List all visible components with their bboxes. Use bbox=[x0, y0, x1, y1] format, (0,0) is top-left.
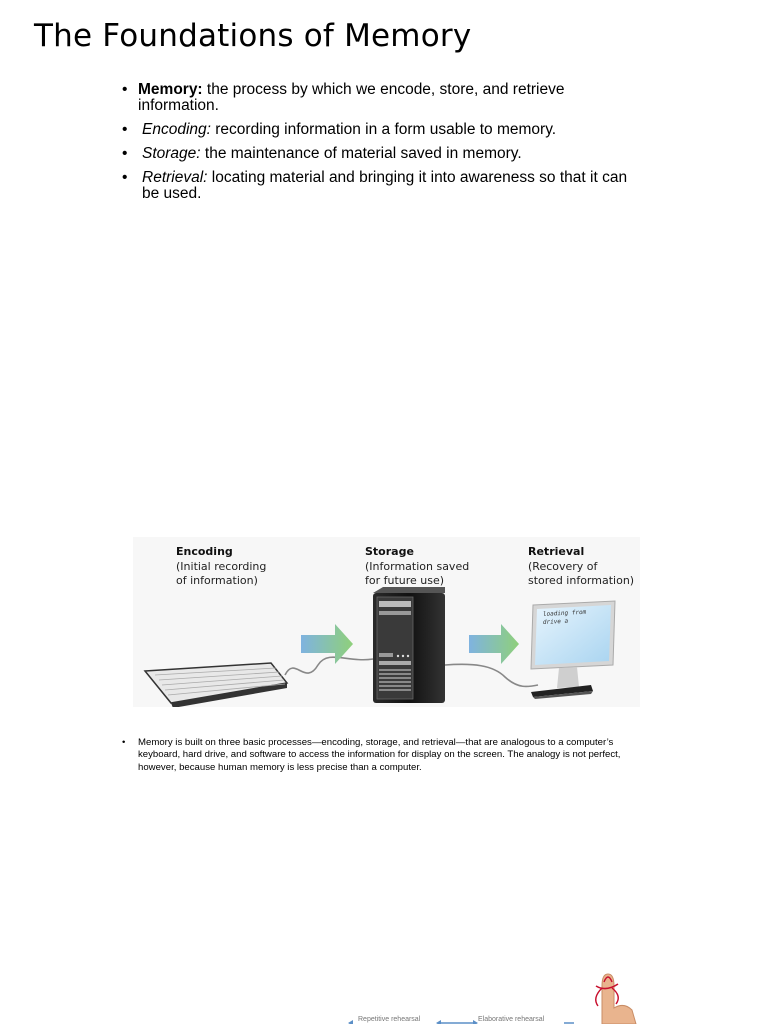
retrieval-label: Retrieval (Recovery of stored information) bbox=[528, 545, 635, 587]
bullet-icon: • bbox=[122, 737, 126, 748]
term-storage: Storage: bbox=[142, 145, 201, 162]
bullet-icon: • bbox=[122, 169, 128, 186]
bullet-icon: • bbox=[122, 81, 128, 98]
definition-storage: the maintenance of material saved in memory. bbox=[200, 145, 522, 162]
term-encoding: Encoding: bbox=[142, 121, 211, 138]
term-memory: Memory: bbox=[138, 81, 203, 98]
definition-encoding: recording information in a form usable to memory. bbox=[210, 121, 557, 138]
repetitive-rehearsal-label: Repetitive rehearsal bbox=[358, 1016, 421, 1023]
bullet-icon: • bbox=[122, 121, 128, 138]
list-item-storage bbox=[122, 146, 632, 162]
finger-with-string-icon bbox=[596, 974, 636, 1024]
monitor-screen-text-1: loading from bbox=[542, 608, 587, 618]
figure-caption: • Memory is built on three basic processes—encoding, storage, and retrieval—that are analogous to a computer’s keyboard, hard drive, and software to access the information for display on the screen. The analogy is not perfect, however, because human memory is less precise than a computer. bbox=[122, 737, 621, 773]
definition-retrieval: locating material and bringing it into awareness so that it can be used. bbox=[142, 169, 628, 202]
figure-illustration bbox=[133, 537, 640, 707]
elaborative-rehearsal-label: Elaborative rehearsal bbox=[478, 1016, 545, 1023]
keyboard-icon bbox=[145, 663, 287, 707]
list-item-retrieval bbox=[122, 170, 632, 202]
definition-list bbox=[122, 82, 632, 210]
storage-label: Storage (Information saved for future use) bbox=[365, 545, 470, 587]
left-arrow-icon bbox=[348, 1020, 353, 1024]
rehearsal-figure bbox=[340, 968, 650, 1024]
definition-memory: the process by which we encode, store, and retrieve information. bbox=[138, 81, 565, 114]
bullet-icon: • bbox=[122, 145, 128, 162]
term-retrieval: Retrieval: bbox=[142, 169, 208, 186]
page-title: The Foundations of Memory bbox=[34, 18, 472, 54]
monitor-cable bbox=[445, 664, 538, 686]
list-item-memory bbox=[122, 82, 632, 114]
keyboard-cable bbox=[285, 657, 373, 675]
memory-process-figure bbox=[133, 537, 640, 707]
arrow-icon bbox=[469, 624, 519, 664]
list-item-encoding bbox=[122, 122, 632, 138]
encoding-label: Encoding (Initial recording of information) bbox=[176, 545, 267, 587]
computer-tower-icon bbox=[373, 587, 445, 703]
monitor-screen-text-2: drive a bbox=[542, 617, 569, 626]
